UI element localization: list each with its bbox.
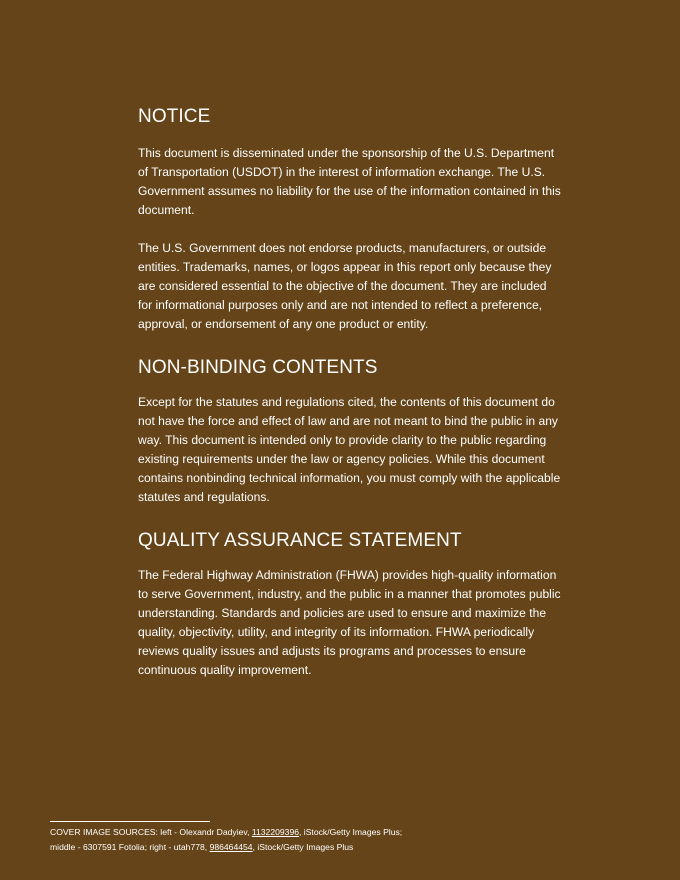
sources-line-1-prefix: COVER IMAGE SOURCES: left - Olexandr Dadyiev, (50, 827, 252, 837)
notice-paragraph-1: This document is disseminated under the sponsorship of the U.S. Department of Transportation (USDOT) in the interest of information exchange. The U.S. Government assumes no liability for the use of the information contained in this document. (138, 146, 561, 217)
image-id-link-1[interactable]: 1132209396 (251, 827, 300, 837)
sources-line-2-prefix: middle - 6307591 Fotolia; right - utah778, (50, 842, 210, 852)
quality-assurance-paragraph: The Federal Highway Administration (FHWA) provides high-quality information to serve Government, industry, and the public in a manner that promotes public understanding. Standards and policies are used to ensure and maximize the quality, objectivity, utility, and integrity of its information. FHWA periodically reviews quality issues and adjusts its programs and processes to ensure continuous quality improvement. (138, 568, 561, 677)
cover-sources-line-2 (50, 840, 630, 855)
notice-paragraph-2: The U.S. Government does not endorse products, manufacturers, or outside entities. Trademarks, names, or logos appear in this report only because they are considered essential to the objective of the document. They are included for informational purposes only and are not intended to reflect a preference, approval, or endorsement of any one product or entity. (138, 241, 552, 331)
non-binding-paragraph: Except for the statutes and regulations cited, the contents of this document do not have the force and effect of law and are not meant to bind the public in any way. This document is intended only to provide clarity to the public regarding existing requirements under the law or agency policies. While this document contains nonbinding technical information, you must comply with the applicable statutes and regulations. (138, 395, 561, 504)
image-id-link-2[interactable]: 986464454 (209, 842, 253, 852)
cover-sources-line-1 (50, 825, 630, 840)
page-content (138, 104, 562, 680)
cover-image-sources (50, 821, 630, 855)
notice-heading: NOTICE (138, 106, 211, 127)
footer-divider (50, 821, 210, 822)
sources-line-2-suffix: , iStock/Getty Images Plus (252, 842, 354, 852)
quality-assurance-heading: QUALITY ASSURANCE STATEMENT (138, 530, 462, 551)
non-binding-heading: NON-BINDING CONTENTS (138, 357, 378, 378)
sources-line-1-suffix: , iStock/Getty Images Plus; (299, 827, 403, 837)
